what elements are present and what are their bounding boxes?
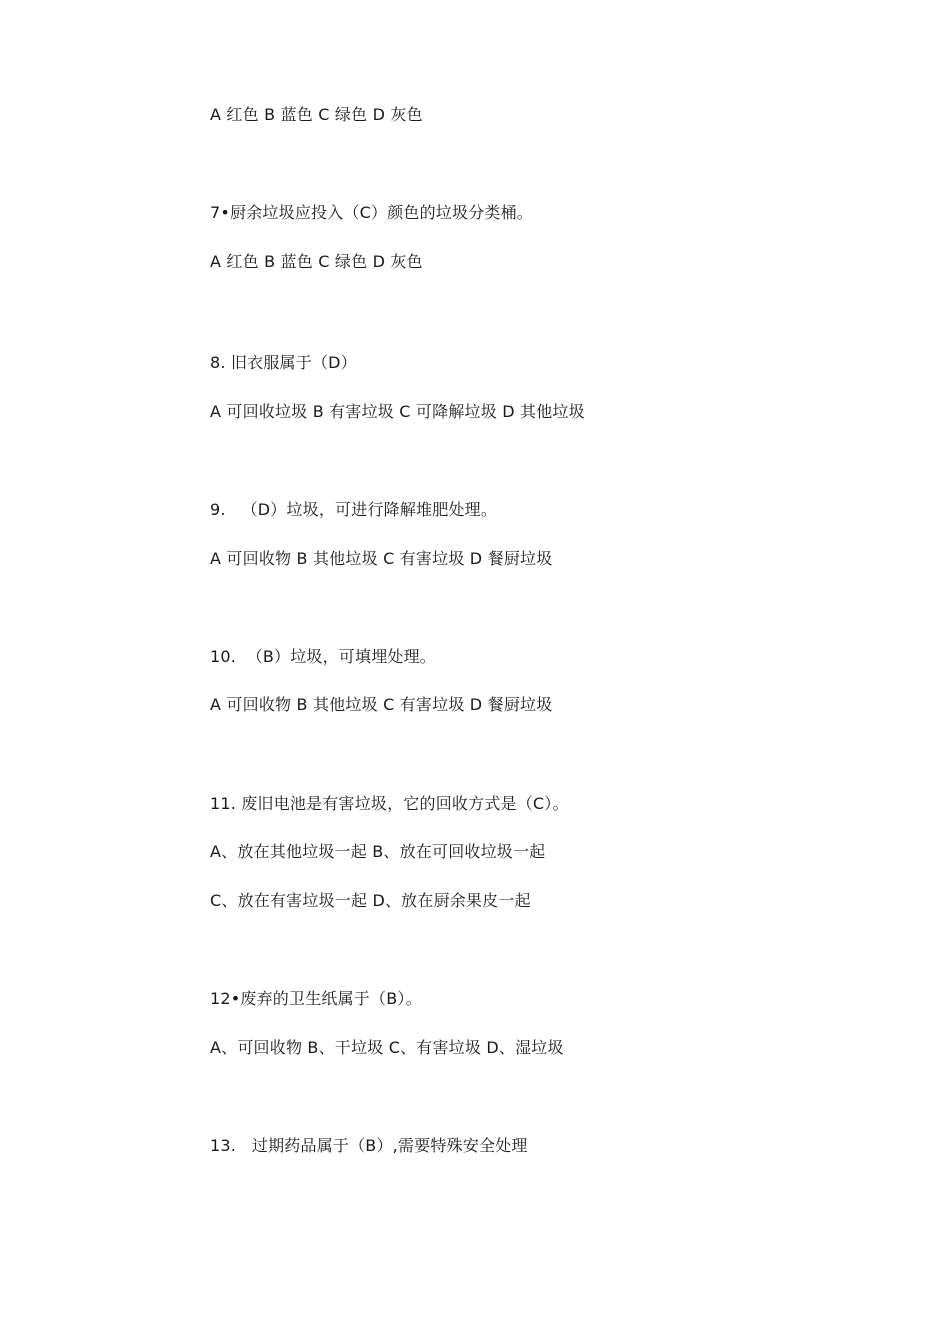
question-7: 7•厨余垃圾应投入（C）颜色的垃圾分类桶。 <box>210 203 533 222</box>
question-8: 8. 旧衣服属于（D） <box>210 353 357 372</box>
question-9: 9. （D）垃圾，可进行降解堆肥处理。 <box>210 500 498 519</box>
question-12: 12•废弃的卫生纸属于（B）。 <box>210 989 422 1008</box>
options-q10: A 可回收物 B 其他垃圾 C 有害垃圾 D 餐厨垃圾 <box>210 695 553 714</box>
question-13: 13. 过期药品属于（B）,需要特殊安全处理 <box>210 1136 528 1155</box>
question-10: 10. （B）垃圾，可填埋处理。 <box>210 647 436 666</box>
options-q9: A 可回收物 B 其他垃圾 C 有害垃圾 D 餐厨垃圾 <box>210 549 553 568</box>
question-11: 11. 废旧电池是有害垃圾，它的回收方式是（C）。 <box>210 794 569 813</box>
options-q6: A 红色 B 蓝色 C 绿色 D 灰色 <box>210 105 423 124</box>
options-q8: A 可回收垃圾 B 有害垃圾 C 可降解垃圾 D 其他垃圾 <box>210 402 585 421</box>
options-q11-ab: A、放在其他垃圾一起 B、放在可回收垃圾一起 <box>210 842 546 861</box>
options-q12: A、可回收物 B、干垃圾 C、有害垃圾 D、湿垃圾 <box>210 1038 564 1057</box>
options-q7: A 红色 B 蓝色 C 绿色 D 灰色 <box>210 252 423 271</box>
options-q11-cd: C、放在有害垃圾一起 D、放在厨余果皮一起 <box>210 891 531 910</box>
